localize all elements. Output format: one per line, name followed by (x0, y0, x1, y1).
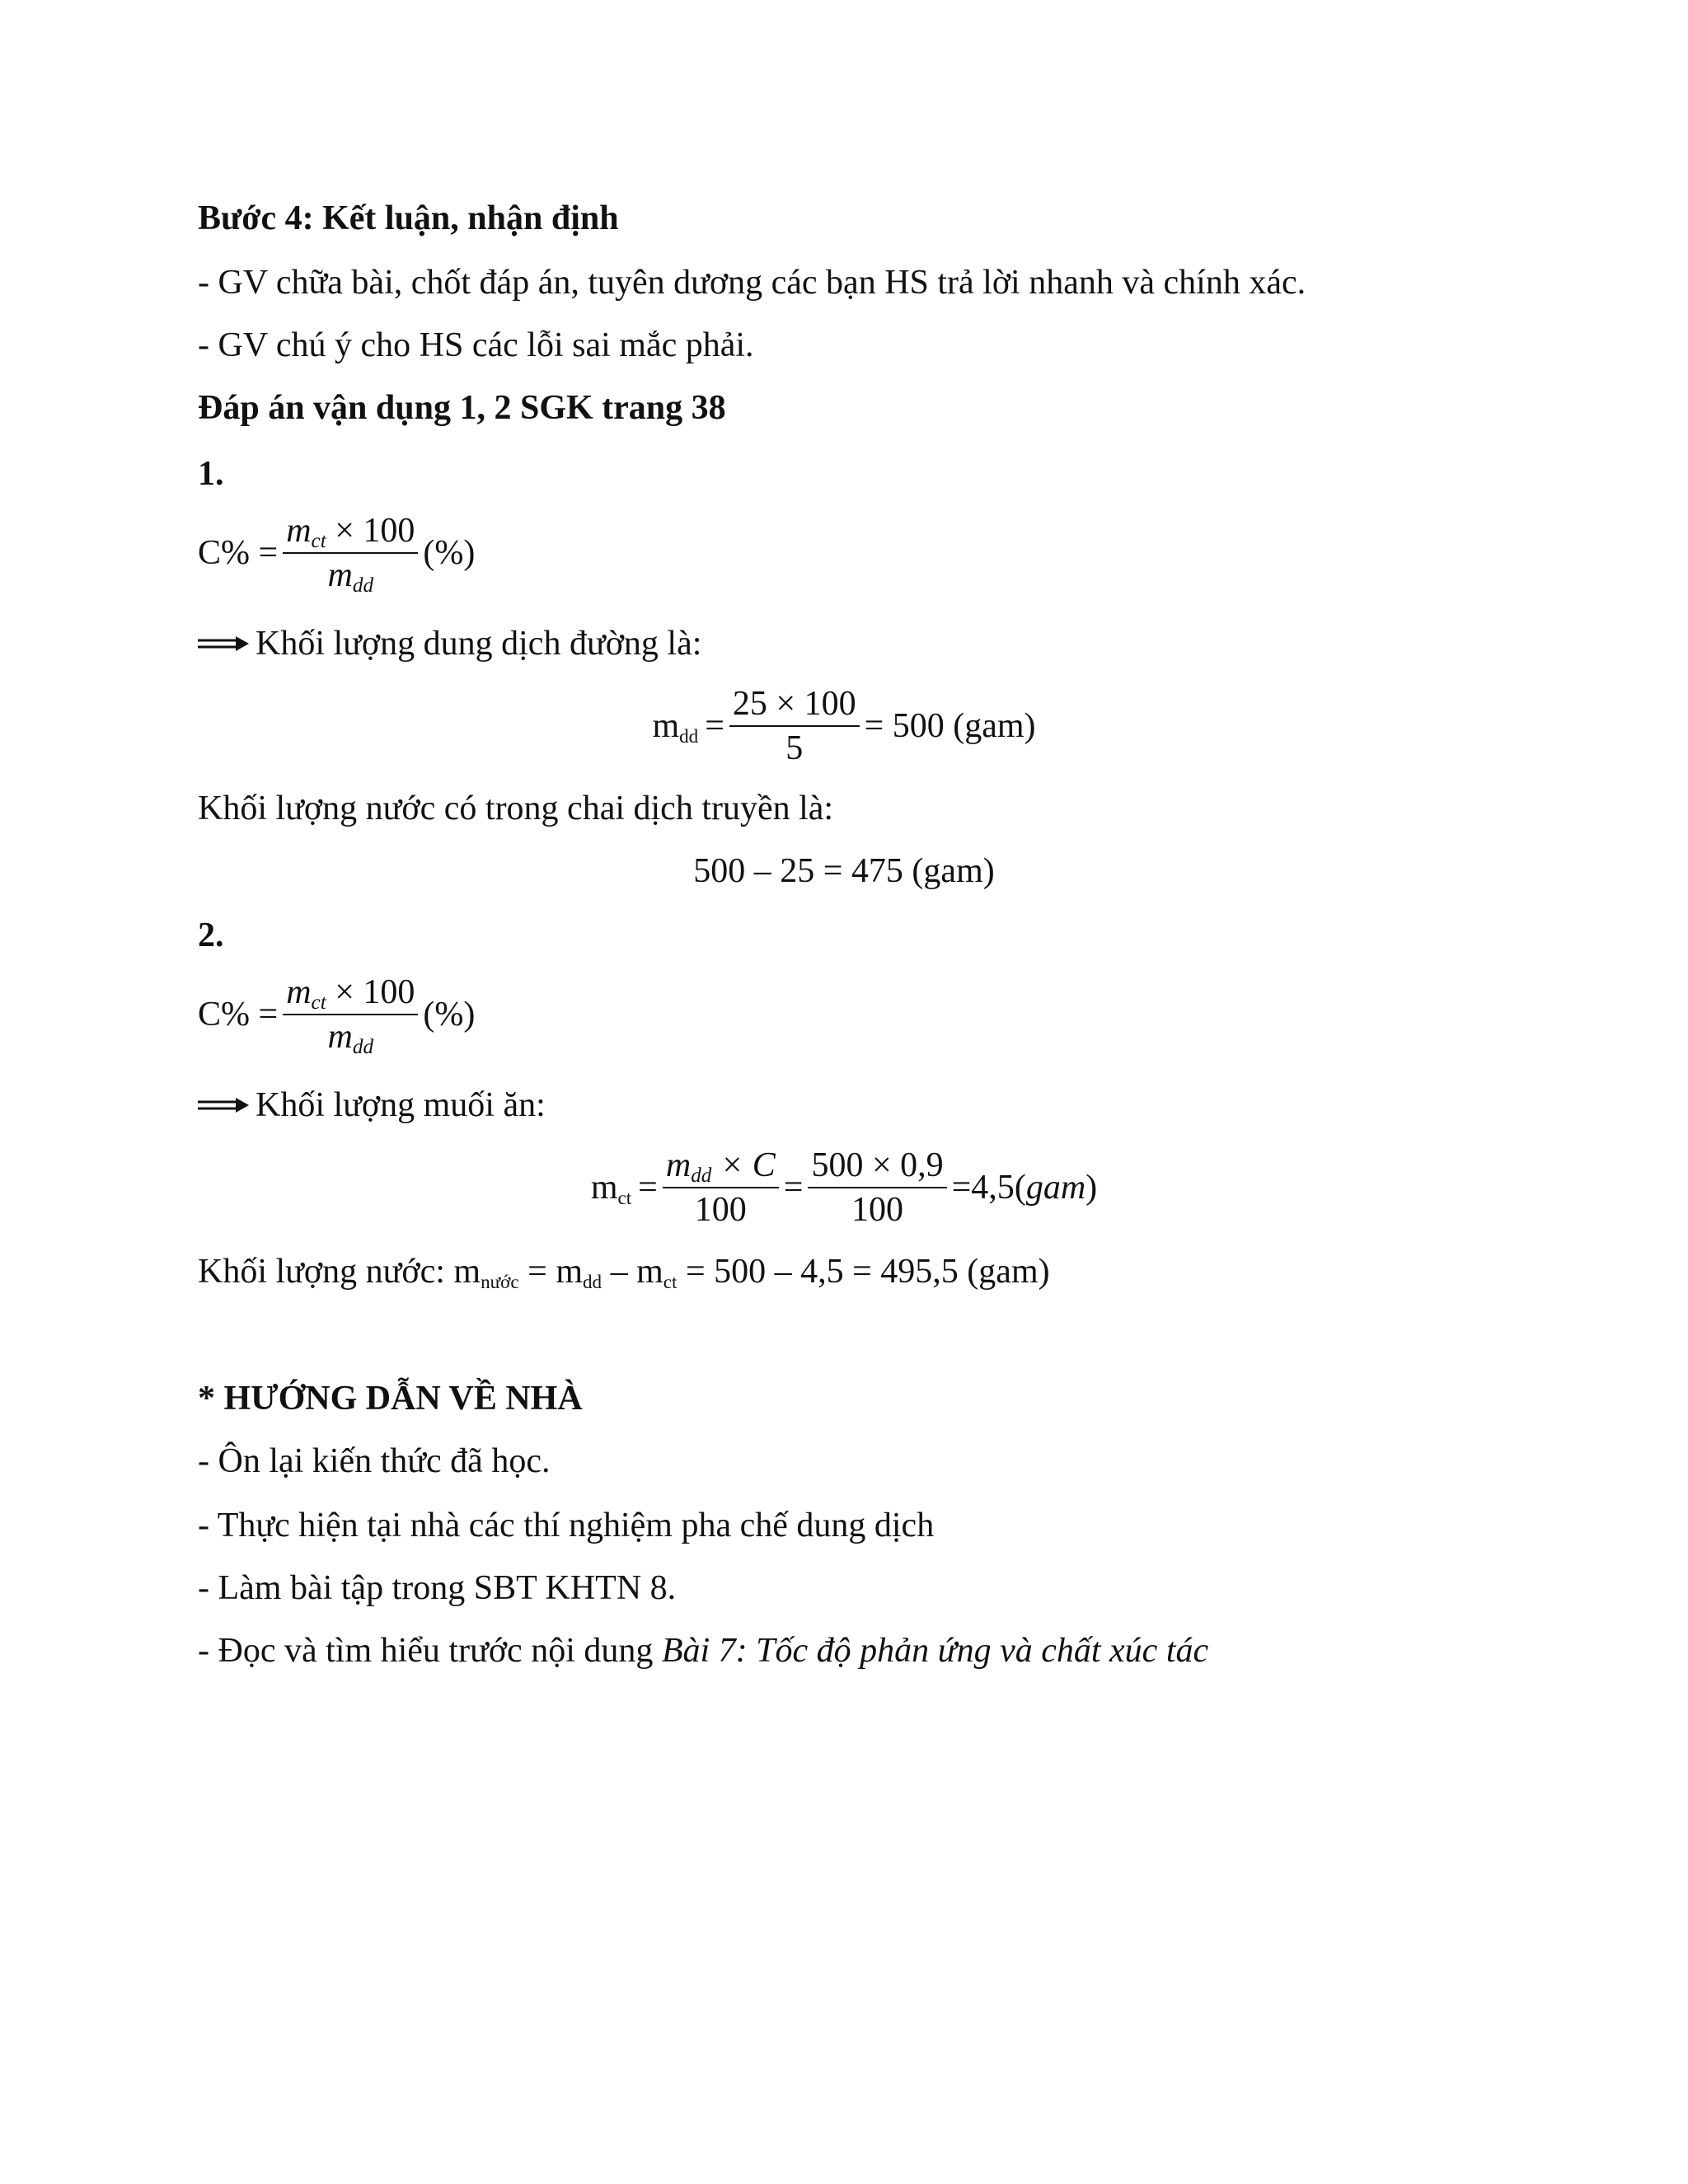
formula-lhs: C% = (198, 996, 279, 1034)
step4-line-1: - GV chữa bài, chốt đáp án, tuyên dương các bạn HS trả lời nhanh và chính xác. (198, 264, 1306, 302)
q1-conclusion: Khối lượng dung dịch đường là: (198, 626, 701, 661)
q1-concentration-formula (198, 512, 476, 598)
calc-fraction-2: $\frac{500 \times 0,9}{100}$ (808, 1147, 946, 1228)
q2-salt-mass-calc: mct = $\frac{\text{mdd × C}}{100}$ = $\frac{500 \times 0,9}{100}$ =4,5 ( gam ) (590, 1146, 1098, 1230)
calc-fraction-1: $\frac{\text{mdd × C}}{100}$ (663, 1147, 779, 1228)
formula-fraction (283, 973, 418, 1059)
answers-heading: Đáp án vận dụng 1, 2 SGK trang 38 (198, 389, 726, 427)
implies-arrow-icon (198, 1097, 249, 1113)
q2-conclusion: Khối lượng muối ăn: (198, 1088, 546, 1122)
fraction-numerator: mct × 100 (283, 974, 418, 1015)
homework-item-4: - Đọc và tìm hiểu trước nội dung Bài 7: Tốc độ phản ứng và chất xúc tác (198, 1632, 1209, 1670)
question-2-number: 2. (198, 916, 224, 954)
step4-line-2: - GV chú ý cho HS các lỗi sai mắc phải. (198, 326, 754, 364)
question-1-number: 1. (198, 455, 224, 493)
q1-solution-mass-calc: mdd = $\frac{25 \times 100}{5}$ = 500 (gam) (652, 685, 1036, 768)
implies-arrow-icon (198, 635, 249, 652)
fraction-denominator: mdd (327, 556, 374, 598)
q2-water-calc: Khối lượng nước: mnước = mdd – mct = 500 – 4,5 = 495,5 (gam) (198, 1253, 1050, 1293)
formula-unit: (%) (423, 534, 476, 573)
formula-fraction (283, 512, 418, 598)
q1-water-calc: 500 – 25 = 475 (gam) (693, 852, 995, 890)
q1-water-label: Khối lượng nước có trong chai dịch truyền là: (198, 790, 834, 827)
q2-concentration-formula (198, 973, 476, 1059)
fraction-numerator: mct × 100 (283, 513, 418, 554)
calc-fraction: $\frac{25 \times 100}{5}$ (729, 686, 860, 766)
homework-item-2: - Thực hiện tại nhà các thí nghiệm pha chế dung dịch (198, 1507, 935, 1544)
formula-unit: (%) (423, 996, 476, 1034)
formula-lhs: C% = (198, 534, 279, 573)
step4-heading: Bước 4: Kết luận, nhận định (198, 199, 619, 237)
fraction-denominator: mdd (327, 1018, 374, 1059)
homework-item-3: - Làm bài tập trong SBT KHTN 8. (198, 1569, 677, 1607)
homework-heading: * HƯỚNG DẪN VỀ NHÀ (198, 1380, 583, 1418)
homework-item-1: - Ôn lại kiến thức đã học. (198, 1442, 551, 1480)
